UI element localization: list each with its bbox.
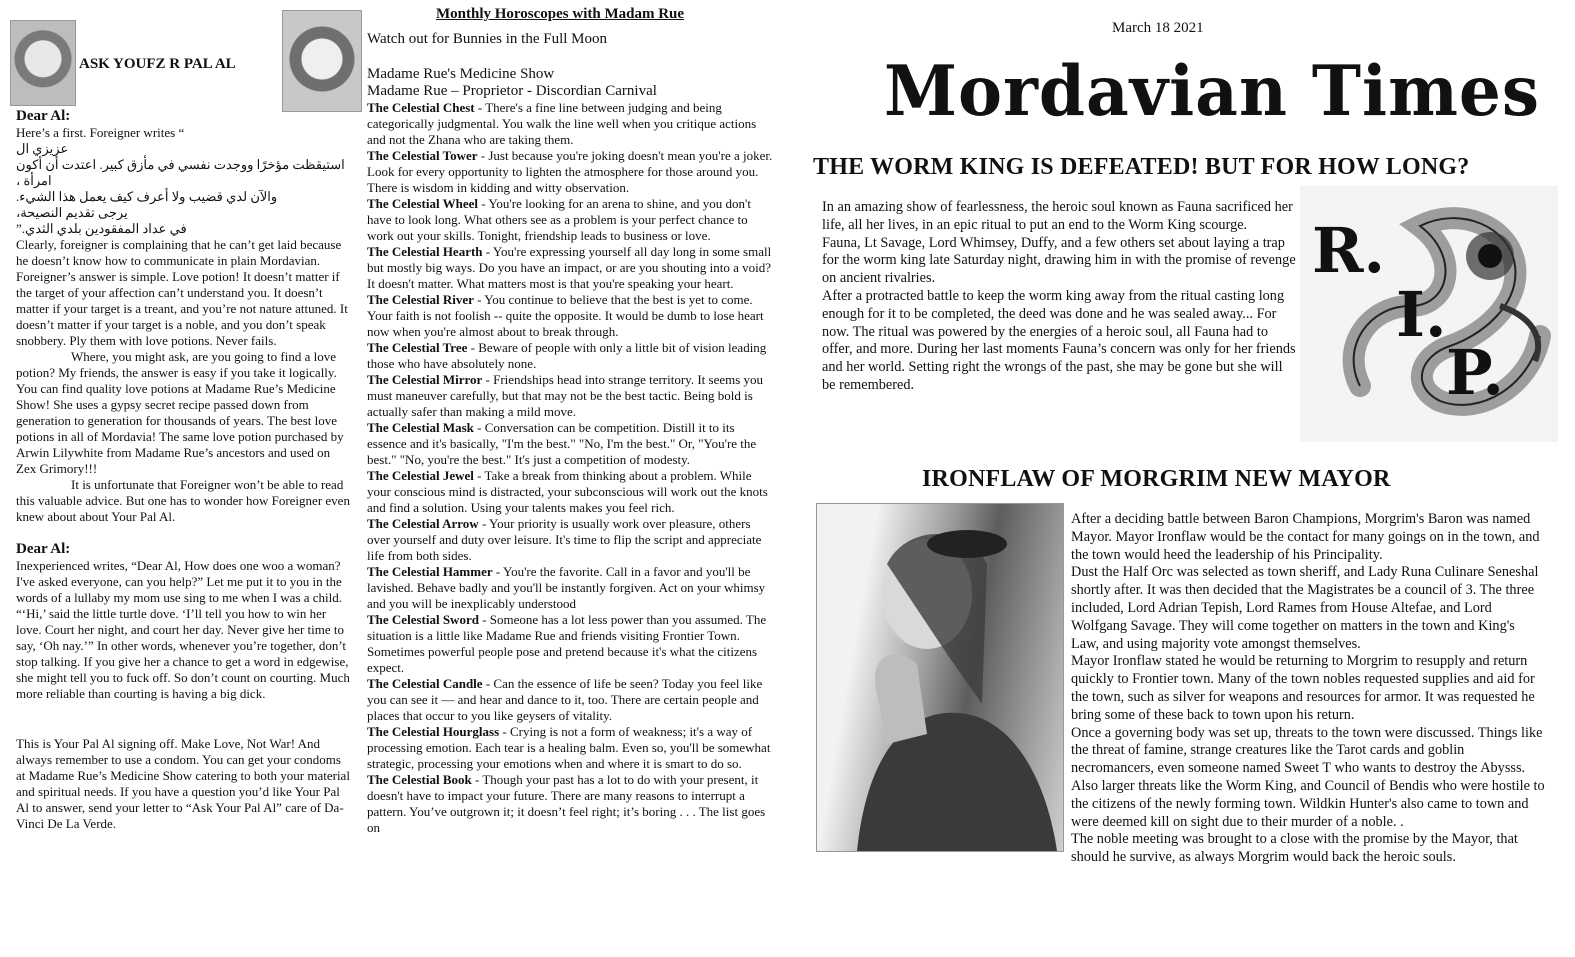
sign-text: - Beware of people with only a little bit of vision leading those who have absolutely none. (367, 340, 767, 371)
letter1-salutation: Dear Al: (16, 108, 71, 124)
ironflaw-portrait-photo (816, 503, 1064, 852)
horoscope-entry (367, 564, 775, 612)
letter2-salutation: Dear Al: (16, 541, 71, 557)
sign-name: The Celestial River (367, 292, 474, 307)
horoscope-title: Monthly Horoscopes with Madam Rue (436, 6, 685, 22)
worm-drawing-icon (1300, 186, 1558, 442)
sign-text: - Conversation can be competition. Distill it to its essence and it's basically, "I'm the best." "No, I'm the best." Or, "You're the best." "No, you're the best." It's just a competition of modesty. (367, 420, 757, 467)
story1-body (822, 199, 1298, 395)
letter1-para3: It is unfortunate that Foreigner won’t be able to read this valuable advice. But one has to wonder how Foreigner even knew about about Your Pal Al. (16, 477, 350, 524)
horoscope-entry (367, 676, 775, 724)
ask-al-column (16, 108, 352, 832)
story1-paragraph: Fauna, Lt Savage, Lord Whimsey, Duffy, and a few others set about laying a trap for the worm king late Saturday night, drawing him in with the promise of revenge on ancient rivalries. (822, 234, 1296, 287)
horoscope-entry (367, 468, 775, 516)
story2-headline: IRONFLAW OF MORGRIM NEW MAYOR (922, 466, 1391, 492)
story2-paragraph: Dust the Half Orc was selected as town sheriff, and Lady Runa Culinare Seneshal shortly after. It was then decided that the Magistrates be a council of 3. The three included, Lord Adrian Tepish, Lord Rames from House Altefae, and Lord Wolfgang Savage. They will come together on matters in the town and King's Law, and using majority vote amongst themselves. (1071, 564, 1539, 652)
arabic-line: استيقظت مؤخرًا ووجدت نفسي في مأزق كبير. اعتدت أن أكون امرأة ، (16, 157, 345, 188)
arabic-line: في عداد المفقودين بلدي الثدي.” (16, 221, 187, 236)
sign-name: The Celestial Hourglass (367, 724, 500, 739)
sign-name: The Celestial Chest (367, 100, 475, 115)
story2-paragraph: Once a governing body was set up, threats to the town were discussed. Things like the threat of famine, strange creatures like the Tarot cards and goblin necromancers, even someone named Sweet T who wants to destroy the Abysss. Also larger threats like the Worm King, and Council of Bendis who were hostile to the citizens of the newly forming town. Wildkin Hunter's also came to town and were deemed kill on sight due to their murder of a noble. . (1071, 724, 1545, 830)
sign-text: - Just because you're joking doesn't mean you're a joker. Look for every opportunity to lighten the atmosphere for those around you. There is wisdom in kidding and witty observation. (367, 148, 773, 195)
horoscope-signs (367, 100, 775, 836)
horoscope-entry (367, 724, 775, 772)
horoscope-entry (367, 244, 775, 292)
story1-paragraph: In an amazing show of fearlessness, the heroic soul known as Fauna sacrificed her life, all her lives, in an epic ritual to put an end to the Worm King scourge. (822, 199, 1293, 233)
ask-al-header: ASK YOUFZ R PAL AL (79, 56, 236, 72)
story2-paragraph: The noble meeting was brought to a close with the promise by the Mayor, that should he survive, as always Morgrim would back the heroic souls. (1071, 831, 1518, 866)
sign-text: - You continue to believe that the best is yet to come. Your faith is not foolish -- quite the opposite. It would be dumb to lose heart now when you're almost about to break through. (367, 292, 764, 339)
sign-name: The Celestial Mirror (367, 372, 483, 387)
letter1-arabic (16, 141, 352, 237)
sign-name: The Celestial Wheel (367, 196, 478, 211)
sign-text: - You're expressing yourself all day long in some small but mostly big ways. Do you have an impact, or are you shouting into a void? It doesn't matter. What matters most is that you're speaking your heart. (367, 244, 772, 291)
sign-name: The Celestial Arrow (367, 516, 479, 531)
sign-text: - Though your past has a lot to do with your present, it doesn't have to impact your future. There are many reasons to interrupt a pattern. You’ve outgrown it; it doesn’t feel right; it’s boring . . . The list goes on (367, 772, 766, 835)
sign-name: The Celestial Tower (367, 148, 478, 163)
horoscope-entry (367, 612, 775, 676)
rip-letter-p: P. (1446, 336, 1504, 409)
letter1-answer: Clearly, foreigner is complaining that he can’t get laid because he doesn’t know how to communicate in plain Mordavian. Foreigner’s answer is simple. Love potion! It doesn’t matter if the target of your affection can’t understand you. It doesn’t matter if your target is a treant, and you’re not nature attuned. It doesn’t matter if your target is a noble, and you don’t speak snobbery. Ply them with love potions. Never fails. (16, 237, 348, 348)
sign-text: - Can the essence of life be seen? Today you feel like you can see it — and hear and dance to it, too. There are certain people and places that occur to you like geysers of vitality. (367, 676, 763, 723)
story2-paragraph: After a deciding battle between Baron Champions, Morgrim's Baron was named Mayor. Mayor Ironflaw would be the contact for many goings on in the town, and the town would heed the leadership of his Principality. (1071, 511, 1540, 563)
sign-name: The Celestial Hammer (367, 564, 493, 579)
masthead-title: Mordavian Times (884, 50, 1541, 132)
letter1-para2: Where, you might ask, are you going to find a love potion? My friends, the answer is easy if you take it logically. You can find quality love potions at Madame Rue’s Medicine Show! She uses a gypsy secret recipe passed down from generation to generation for thousands of years. The best love potions in all of Mordavia! The same love potion purchased by Arwin Lilywhite from Madame Rue’s ancestors and used on Zex Grimory!!! (16, 349, 344, 476)
horoscope-entry (367, 196, 775, 244)
portrait-silhouette-svg (817, 504, 1063, 851)
horoscope-entry (367, 100, 775, 148)
horoscope-intro: Watch out for Bunnies in the Full Moon (367, 31, 608, 47)
sign-text: - Someone has a lot less power than you assumed. The situation is a little like Madame Rue and friends visiting Frontier Town. Sometimes powerful people pose and pretend because it's what the citizens expect. (367, 612, 767, 675)
issue-date: March 18 2021 (1112, 20, 1204, 36)
horoscope-column (367, 30, 775, 836)
sign-name: The Celestial Candle (367, 676, 483, 691)
sign-name: The Celestial Sword (367, 612, 479, 627)
arabic-line: يرجى تقديم النصيحة، (16, 205, 128, 220)
arabic-line: عزيزي ال (16, 141, 69, 156)
sign-name: The Celestial Hearth (367, 244, 483, 259)
sign-text: - There's a fine line between judging and being categorically judgmental. You walk the line well when you critique actions and not the Zhana who are taking them. (367, 100, 757, 147)
horoscope-entry (367, 340, 775, 372)
story1-paragraph: After a protracted battle to keep the worm king away from the ritual casting long enough for it to be completed, the deed was done and he was sealed away... For now. The ritual was powered by the energies of a heroic soul, all Fauna had to offer, and more. During her last moments Fauna’s concern was only for her friends and her world. Setting right the wrongs of the past, she may be gone but she will be remembered. (822, 287, 1296, 393)
horoscope-entry (367, 292, 775, 340)
show-line-1: Madame Rue's Medicine Show (367, 66, 555, 82)
letter1-intro: Here’s a first. Foreigner writes “ (16, 125, 185, 140)
sign-name: The Celestial Mask (367, 420, 474, 435)
letter2-body: Inexperienced writes, “Dear Al, How does one woo a woman? I've asked everyone, can you help?” Let me put it to you in the words of a lullaby my mom use sing to me when I was a child. “‘Hi,’ said the little turtle dove. ‘I’ll tell you how to win her love. Court her night, and court her day. Never give her time to say, ‘Oh nay.’” In other words, whenever you’re together, don’t stop talking. If you give her a chance to get a word in edgewise, she might tell you to fuck off. So don’t count on courting. Much more reliable than courting is having a big dick. (16, 558, 350, 701)
sign-text: - Your priority is usually work over pleasure, others over yourself and duty over leisure. It's time to flip the script and appreciate life from both sides. (367, 516, 762, 563)
story1-headline: THE WORM KING IS DEFEATED! BUT FOR HOW LONG? (813, 154, 1470, 180)
sign-name: The Celestial Jewel (367, 468, 474, 483)
al-signoff: This is Your Pal Al signing off. Make Love, Not War! And always remember to use a condom. You can get your condoms at Madame Rue’s Medicine Show catering to both your material and spiritual needs. If you have a question you’d like Your Pal Al to answer, send your letter to “Ask Your Pal Al” care of Da-Vinci De La Verde. (16, 736, 350, 831)
horoscope-entry (367, 772, 775, 836)
al-portrait-photo (10, 20, 76, 106)
rip-letter-i: I. (1396, 278, 1447, 351)
sign-text: - You're the favorite. Call in a favor and you'll be lavished. Behave badly and you'll be instantly forgiven. Act on your whimsy and you will be inexplicably understood (367, 564, 766, 611)
rip-letter-r: R. (1312, 214, 1386, 287)
sign-text: - Friendships head into strange territory. It seems you must maneuver carefully, but that may not be the best tactic. Being bold is actually safer than making a mild move. (367, 372, 764, 419)
sign-name: The Celestial Book (367, 772, 472, 787)
horoscope-entry (367, 516, 775, 564)
show-line-2: Madame Rue – Proprietor - Discordian Carnival (367, 83, 657, 99)
sign-text: - Crying is not a form of weakness; it's a way of processing emotion. Each tear is a healing balm. Even so, you'll be somewhat strategic, processing your emotions when and where it is smart to do so. (367, 724, 771, 771)
story2-body (1071, 511, 1545, 867)
story2-paragraph: Mayor Ironflaw stated he would be returning to Morgrim to resupply and return quickly to Frontier town. Many of the town nobles requested supplies and aid for the town, such as silver for weapons and resources for armor. It was requested he bring some of these back to town upon his return. (1071, 653, 1535, 723)
madam-rue-portrait-photo (282, 10, 362, 112)
sign-text: - You're looking for an arena to shine, and you don't have to look long. What others see as a problem is your perfect chance to work out your skills. Tonight, friendship leads to business or love. (367, 196, 751, 243)
arabic-line: والآن لدي قضيب ولا أعرف كيف يعمل هذا الشيء. (16, 189, 278, 204)
sign-name: The Celestial Tree (367, 340, 468, 355)
horoscope-entry (367, 148, 775, 196)
horoscope-entry (367, 420, 775, 468)
sign-text: - Take a break from thinking about a problem. While your conscious mind is distracted, your subconscious will work out the knots and find a solution. Using your talents makes you feel rich. (367, 468, 768, 515)
horoscope-entry (367, 372, 775, 420)
